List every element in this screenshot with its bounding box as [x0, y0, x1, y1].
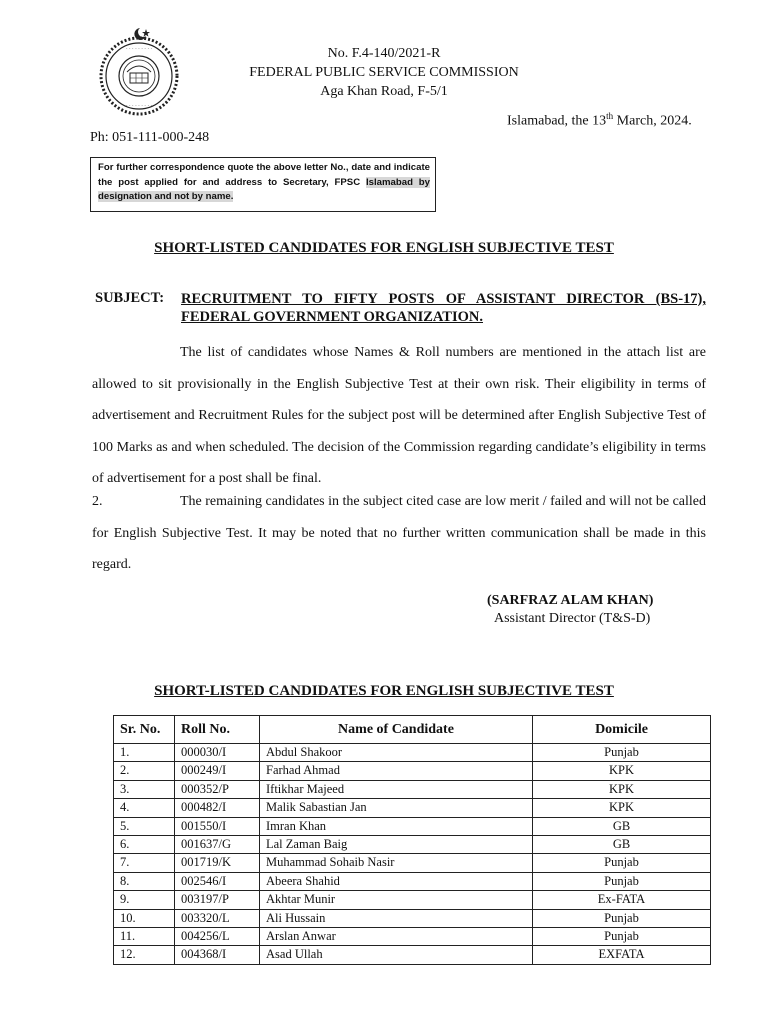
cell-name: Iftikhar Majeed [260, 780, 533, 798]
cell-roll-no: 001719/K [175, 854, 260, 872]
col-header-name: Name of Candidate [260, 716, 533, 744]
cell-roll-no: 000482/I [175, 799, 260, 817]
cell-sr-no: 11. [114, 928, 175, 946]
cell-sr-no: 1. [114, 744, 175, 762]
cell-sr-no: 5. [114, 817, 175, 835]
cell-sr-no: 3. [114, 780, 175, 798]
cell-domicile: KPK [533, 780, 711, 798]
cell-roll-no: 001550/I [175, 817, 260, 835]
cell-domicile: GB [533, 836, 711, 854]
table-row [114, 780, 711, 798]
heading-shortlisted-1: SHORT-LISTED CANDIDATES FOR ENGLISH SUBJECTIVE TEST [154, 240, 614, 256]
cell-sr-no: 10. [114, 909, 175, 927]
cell-name: Imran Khan [260, 817, 533, 835]
cell-roll-no: 003197/P [175, 891, 260, 909]
subject-text: RECRUITMENT TO FIFTY POSTS OF ASSISTANT DIRECTOR (BS-17), FEDERAL GOVERNMENT ORGANIZATION. [181, 291, 706, 325]
table-row [114, 946, 711, 964]
cell-name: Farhad Ahmad [260, 762, 533, 780]
table-row [114, 872, 711, 890]
cell-name: Arslan Anwar [260, 928, 533, 946]
paragraph-2 [92, 486, 706, 581]
cell-roll-no: 000249/I [175, 762, 260, 780]
cell-domicile: KPK [533, 762, 711, 780]
cell-name: Abdul Shakoor [260, 744, 533, 762]
cell-sr-no: 12. [114, 946, 175, 964]
cell-name: Muhammad Sohaib Nasir [260, 854, 533, 872]
candidates-table [113, 715, 711, 965]
cell-domicile: Punjab [533, 744, 711, 762]
cell-sr-no: 9. [114, 891, 175, 909]
paragraph-2-text: The remaining candidates in the subject cited case are low merit / failed and will not be called for English Subjective Test. It may be noted that no further written communication shall be made in this regard. [92, 494, 706, 572]
table-row [114, 854, 711, 872]
paragraph-1 [92, 337, 706, 495]
cell-sr-no: 8. [114, 872, 175, 890]
letter-header [0, 44, 768, 101]
cell-sr-no: 6. [114, 836, 175, 854]
date-superscript: th [606, 111, 614, 121]
cell-roll-no: 004368/I [175, 946, 260, 964]
table-row [114, 744, 711, 762]
cell-name: Asad Ullah [260, 946, 533, 964]
table-row [114, 836, 711, 854]
note-highlight: Islamabad by designation and not by name. [98, 176, 431, 202]
correspondence-note [90, 157, 436, 212]
seal-text-upper: · · · · · · · · · [125, 46, 153, 52]
cell-name: Akhtar Munir [260, 891, 533, 909]
cell-domicile: Punjab [533, 928, 711, 946]
signatory-title: Assistant Director (T&S-D) [494, 611, 651, 626]
cell-roll-no: 001637/G [175, 836, 260, 854]
cell-name: Ali Hussain [260, 909, 533, 927]
cell-roll-no: 000352/P [175, 780, 260, 798]
subject-label: SUBJECT: [95, 290, 165, 306]
cell-domicile: EXFATA [533, 946, 711, 964]
cell-sr-no: 7. [114, 854, 175, 872]
cell-roll-no: 002546/I [175, 872, 260, 890]
table-row [114, 891, 711, 909]
heading-shortlisted-2: SHORT-LISTED CANDIDATES FOR ENGLISH SUBJECTIVE TEST [154, 683, 614, 699]
cell-name: Malik Sabastian Jan [260, 799, 533, 817]
col-header-domicile: Domicile [533, 716, 711, 744]
cell-domicile: GB [533, 817, 711, 835]
table-row [114, 762, 711, 780]
table-row [114, 817, 711, 835]
signatory-name: (SARFRAZ ALAM KHAN) [487, 593, 654, 608]
letter-date [507, 111, 692, 130]
col-header-sr-no: Sr. No. [114, 716, 175, 744]
cell-name: Abeera Shahid [260, 872, 533, 890]
table-header-row [114, 716, 711, 744]
cell-domicile: KPK [533, 799, 711, 817]
date-suffix: March, 2024. [613, 113, 692, 129]
seal-text-lower: · · · · · · · · · [125, 103, 153, 109]
table-row [114, 928, 711, 946]
col-header-roll-no: Roll No. [175, 716, 260, 744]
paragraph-1-text: The list of candidates whose Names & Roll numbers are mentioned in the attach list are allowed to sit provisionally in the English Subjective Test at their own risk. Their eligibility in terms of advertisement and Recruitment Rules for the subject post will be determined after English Subjective Test of 100 Marks as and when scheduled. The decision of the Commission regarding candidate’s eligibility in terms of advertisement for a post shall be final. [92, 345, 706, 486]
cell-sr-no: 2. [114, 762, 175, 780]
cell-domicile: Punjab [533, 854, 711, 872]
table-row [114, 909, 711, 927]
letter-number: No. F.4-140/2021-R [327, 46, 441, 61]
paragraph-2-number: 2. [92, 494, 103, 509]
cell-domicile: Punjab [533, 909, 711, 927]
cell-sr-no: 4. [114, 799, 175, 817]
cell-roll-no: 000030/I [175, 744, 260, 762]
cell-domicile: Punjab [533, 872, 711, 890]
cell-roll-no: 004256/L [175, 928, 260, 946]
cell-roll-no: 003320/L [175, 909, 260, 927]
table-row [114, 799, 711, 817]
organization-name: FEDERAL PUBLIC SERVICE COMMISSION [249, 65, 519, 80]
cell-domicile: Ex-FATA [533, 891, 711, 909]
phone-number: Ph: 051-111-000-248 [90, 130, 210, 145]
organization-address: Aga Khan Road, F-5/1 [320, 84, 448, 99]
note-text: For further correspondence quote the above letter No., date and indicate the post applied for and address to Secretary, FPSC [98, 162, 430, 188]
cell-name: Lal Zaman Baig [260, 836, 533, 854]
date-prefix: Islamabad, the 13 [507, 113, 607, 129]
